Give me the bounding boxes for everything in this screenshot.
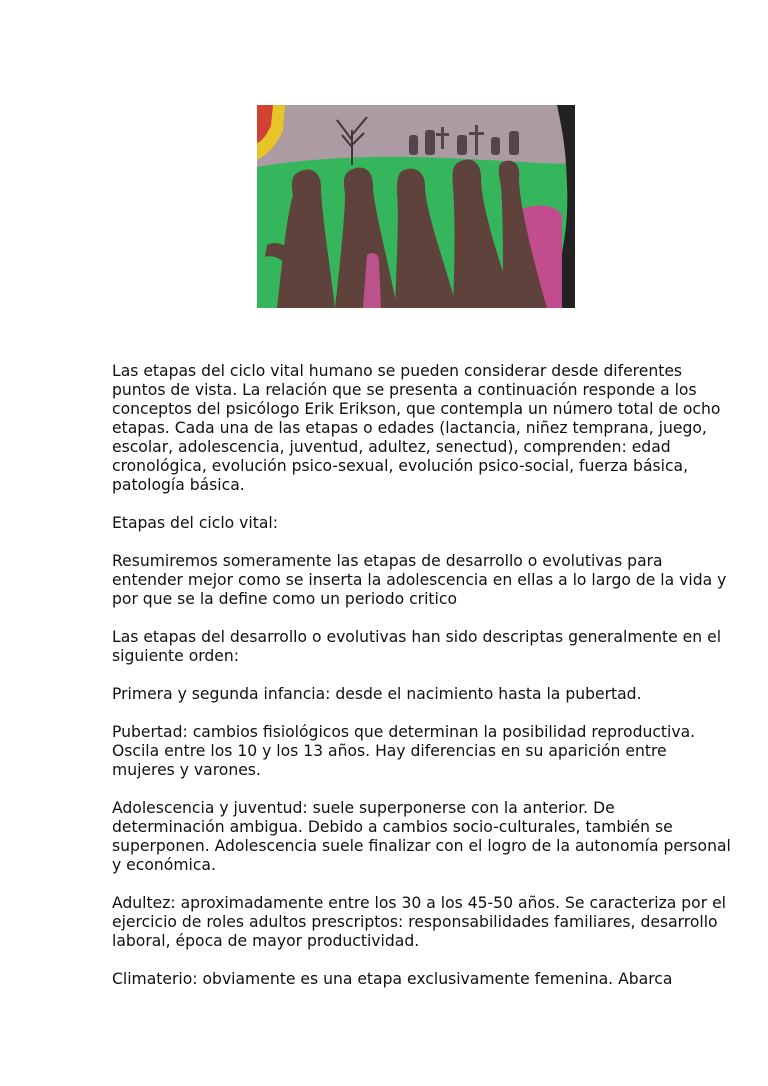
paragraph-infancy: Primera y segunda infancia: desde el nacimiento hasta la pubertad. [112, 685, 642, 703]
paragraph-puberty: Pubertad: cambios fisiológicos que determinan la posibilidad reproductiva. Oscila entre los 10 y los 13 años. Hay diferencias en su aparición entre mujeres y varones. [112, 723, 696, 779]
paragraph-adolescence: Adolescencia y juventud: suele superponerse con la anterior. De determinación ambigua. Debido a cambios socio-culturales, también se superponen. Adolescencia suele finalizar con el logro de la autonomía personal y económica. [112, 799, 731, 874]
painting-of-shadow-figures-image [257, 105, 575, 308]
paragraph-intro: Las etapas del ciclo vital humano se pueden considerar desde diferentes puntos de vista. La relación que se presenta a continuación responde a los conceptos del psicólogo Erik Erikson, que contempla un número total de ocho etapas. Cada una de las etapas o edades (lactancia, niñez temprana, juego, escolar, adolescencia, juventud, adultez, senectud), comprenden: edad cronológica, evolución psico-sexual, evolución psico-social, fuerza básica, patología básica. [112, 362, 721, 494]
article-body [112, 362, 732, 1008]
paragraph-summary: Resumiremos someramente las etapas de desarrollo o evolutivas para entender mejor como se inserta la adolescencia en ellas a lo largo de la vida y por que se la define como un periodo critico [112, 552, 727, 608]
paragraph-heading-stages: Etapas del ciclo vital: [112, 514, 278, 532]
painting-illustration [257, 105, 575, 308]
paragraph-climacteric: Climaterio: obviamente es una etapa exclusivamente femenina. Abarca [112, 970, 673, 988]
paragraph-adulthood: Adultez: aproximadamente entre los 30 a los 45-50 años. Se caracteriza por el ejercicio de roles adultos prescriptos: responsabilidades familiares, desarrollo laboral, época de mayor productividad. [112, 894, 727, 950]
paragraph-order: Las etapas del desarrollo o evolutivas han sido descriptas generalmente en el siguiente orden: [112, 628, 722, 665]
